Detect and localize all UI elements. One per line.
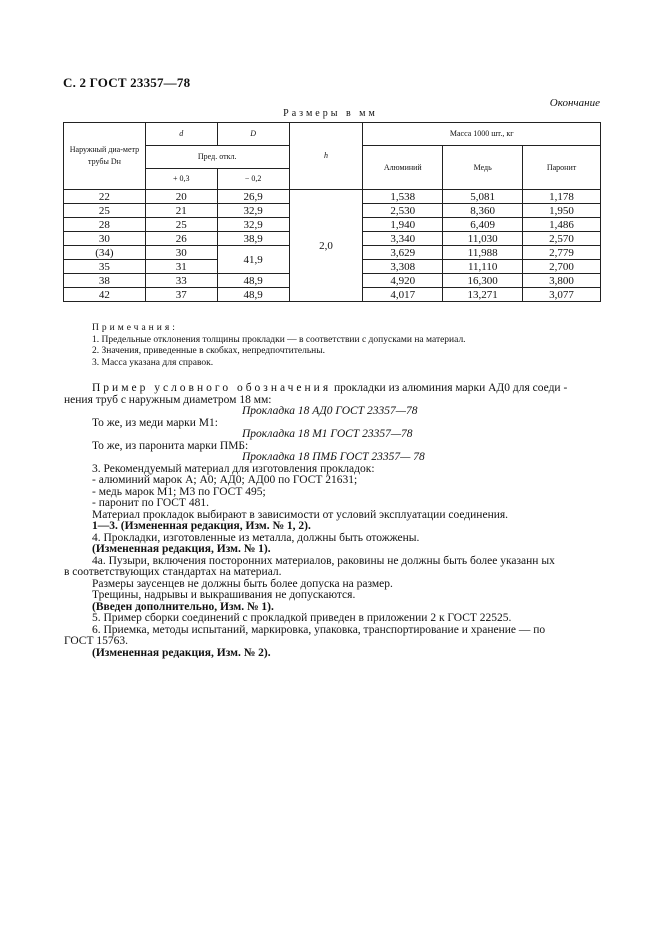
cell-D: 32,9	[217, 218, 289, 232]
material-choice: Материал прокладок выбирают в зависимости от условий эксплуатации соединения.	[92, 508, 509, 521]
cell-al: 1,538	[363, 190, 443, 204]
tol-d: + 0,3	[145, 169, 217, 190]
col-mass: Масса 1000 шт., кг	[363, 123, 601, 146]
cracks-text: Трещины, надрывы и выкрашивания не допускаются.	[92, 589, 356, 601]
cell-D: 48,9	[217, 288, 289, 302]
cell-d: 21	[145, 204, 217, 218]
cell-dn: 25	[64, 204, 146, 218]
cell-al: 2,530	[363, 204, 443, 218]
note-2: 2. Значения, приведенные в скобках, непредпочтительны.	[92, 346, 326, 356]
clause-4a: 4а. Пузыри, включения посторонних материалов, раковины не должны быть более указанн ых	[92, 554, 555, 567]
revision-4: (Измененная редакция, Изм. № 1).	[92, 543, 271, 555]
col-h: h	[289, 123, 363, 190]
cell-d: 37	[145, 288, 217, 302]
cell-dn: (34)	[64, 246, 146, 260]
cell-D: 26,9	[217, 190, 289, 204]
cell-d: 33	[145, 274, 217, 288]
clause-4a-cont: в соответствующих стандартах на материал.	[64, 566, 282, 578]
mass-copper: Медь	[443, 146, 523, 190]
continuation-label: Окончание	[549, 97, 600, 109]
cell-d: 26	[145, 232, 217, 246]
cell-par: 2,779	[523, 246, 601, 260]
cell-par: 3,077	[523, 288, 601, 302]
cell-par: 1,178	[523, 190, 601, 204]
cell-cu: 6,409	[443, 218, 523, 232]
cell-par: 3,800	[523, 274, 601, 288]
cell-dn: 30	[64, 232, 146, 246]
designation-1: Прокладка 18 АД0 ГОСТ 23357—78	[242, 405, 418, 417]
cell-cu: 11,988	[443, 246, 523, 260]
material-aluminium: - алюминий марок А; А0; АД0; АД00 по ГОСТ 21631;	[92, 474, 358, 486]
document-body	[64, 382, 602, 659]
cell-D: 38,9	[217, 232, 289, 246]
material-copper: - медь марок М1; М3 по ГОСТ 495;	[92, 485, 266, 498]
notes-title: Примечания:	[92, 323, 178, 333]
tol-D: − 0,2	[217, 169, 289, 190]
note-3: 3. Масса указана для справок.	[92, 357, 214, 368]
cell-al: 3,629	[363, 246, 443, 260]
designation-3: Прокладка 18 ПМБ ГОСТ 23357— 78	[242, 451, 425, 463]
burrs-text: Размеры заусенцев не должны быть более допуска на размер.	[92, 577, 393, 590]
cell-d: 25	[145, 218, 217, 232]
cell-al: 3,308	[363, 260, 443, 274]
clause-3: 3. Рекомендуемый материал для изготовления прокладок:	[92, 462, 375, 475]
cell-al: 4,017	[363, 288, 443, 302]
cell-d: 30	[145, 246, 217, 260]
same-copper: То же, из меди марки М1:	[92, 416, 218, 429]
cell-dn: 22	[64, 190, 146, 204]
cell-cu: 8,360	[443, 204, 523, 218]
col-outer-diameter: Наружный диа-метр трубы Dн	[64, 123, 146, 190]
cell-par: 2,570	[523, 232, 601, 246]
cell-D: 48,9	[217, 274, 289, 288]
cell-cu: 11,110	[443, 260, 523, 274]
cell-dn: 28	[64, 218, 146, 232]
cell-D: 41,9	[217, 246, 289, 274]
cell-dn: 35	[64, 260, 146, 274]
col-d: d	[145, 123, 217, 146]
cell-cu: 16,300	[443, 274, 523, 288]
cell-cu: 13,271	[443, 288, 523, 302]
clause-4: 4. Прокладки, изготовленные из металла, должны быть отожжены.	[92, 531, 420, 544]
page-header: С. 2 ГОСТ 23357—78	[63, 75, 191, 90]
table-row	[64, 190, 601, 204]
mass-aluminium: Алюминий	[363, 146, 443, 190]
material-paronite: - паронит по ГОСТ 481.	[92, 497, 209, 509]
dimensions-caption: Размеры в мм	[283, 108, 378, 119]
same-paronite: То же, из паронита марки ПМБ:	[92, 439, 249, 452]
cell-dn: 42	[64, 288, 146, 302]
col-D: D	[217, 123, 289, 146]
cell-d: 20	[145, 190, 217, 204]
example-text: прокладки из алюминия марки АД0 для соеди -	[331, 382, 568, 394]
cell-D: 32,9	[217, 204, 289, 218]
cell-al: 3,340	[363, 232, 443, 246]
tolerance-label: Пред. откл.	[145, 146, 289, 169]
table-notes	[92, 323, 466, 369]
revision-6: (Измененная редакция, Изм. № 2).	[92, 646, 271, 659]
example-lead: Пример условного обозначения	[92, 382, 332, 394]
cell-cu: 5,081	[443, 190, 523, 204]
clause-6: 6. Приемка, методы испытаний, маркировка, упаковка, транспортирование и хранение — по	[92, 623, 546, 636]
cell-par: 2,700	[523, 260, 601, 274]
cell-d: 31	[145, 260, 217, 274]
cell-par: 1,486	[523, 218, 601, 232]
cell-al: 4,920	[363, 274, 443, 288]
cell-cu: 11,030	[443, 232, 523, 246]
dimensions-table	[63, 122, 601, 302]
mass-paronite: Паронит	[523, 146, 601, 190]
cell-par: 1,950	[523, 204, 601, 218]
cell-h: 2,0	[289, 190, 363, 302]
clause-5: 5. Пример сборки соединений с прокладкой приведен в приложении 2 к ГОСТ 22525.	[92, 612, 512, 624]
example-paragraph	[92, 383, 602, 395]
cell-al: 1,940	[363, 218, 443, 232]
designation-2: Прокладка 18 М1 ГОСТ 23357—78	[242, 428, 413, 440]
revision-added: (Введен дополнительно, Изм. № 1).	[92, 600, 274, 613]
clause-6-cont: ГОСТ 15763.	[64, 635, 129, 647]
cell-dn: 38	[64, 274, 146, 288]
note-1: 1. Предельные отклонения толщины прокладки — в соответствии с допусками на материал.	[92, 334, 466, 345]
revision-1-3: 1—3. (Измененная редакция, Изм. № 1, 2).	[92, 520, 311, 532]
example-text-2: нения труб с наружным диаметром 18 мм:	[64, 393, 272, 406]
